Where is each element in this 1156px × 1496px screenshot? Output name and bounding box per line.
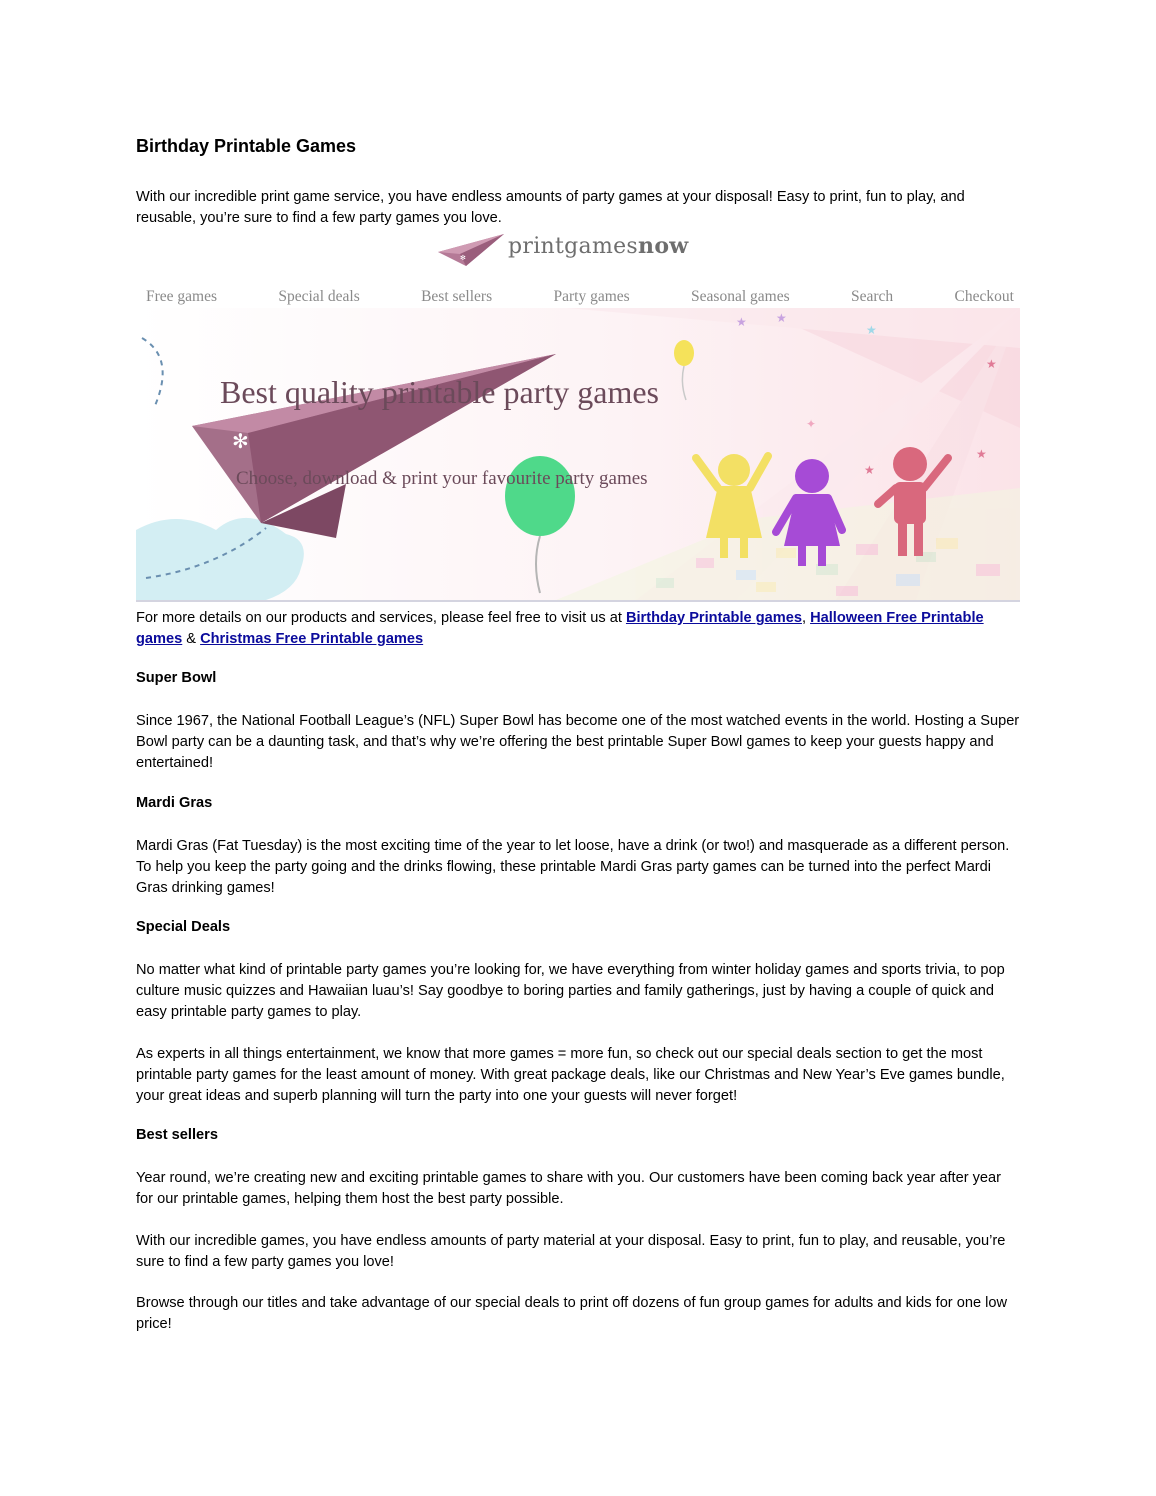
cloud-shape — [136, 518, 304, 600]
logo-word-print: print — [508, 234, 565, 259]
svg-text:✻: ✻ — [232, 429, 249, 453]
section-super-bowl-body — [136, 711, 1020, 774]
details-text: For more details on our products and services, please feel free to visit us at — [136, 610, 626, 626]
svg-text:✦: ✦ — [806, 417, 817, 431]
banner-headline: Best quality printable party games — [220, 374, 659, 410]
section-special-deals-body-1 — [136, 960, 1020, 1023]
section-heading: Mardi Gras — [136, 795, 213, 811]
section-paragraph: Browse through our titles and take advantage of our special deals to print off dozens of fun group games for adults and kids for one low price! — [136, 1295, 1008, 1332]
nav-checkout[interactable]: Checkout — [954, 288, 1014, 305]
svg-text:★: ★ — [864, 463, 875, 477]
banner-subheadline: Choose, download & print your favourite party games — [236, 468, 648, 489]
logo-word-now: now — [638, 233, 689, 259]
section-best-sellers-body-1 — [136, 1168, 1020, 1210]
hero-banner — [136, 308, 1020, 602]
details-ampersand: & — [182, 631, 201, 647]
section-best-sellers-body-3 — [136, 1293, 1020, 1335]
details-separator: , — [801, 610, 811, 626]
logo-wordmark — [508, 233, 689, 259]
svg-text:★: ★ — [736, 315, 747, 329]
section-paragraph: Mardi Gras (Fat Tuesday) is the most exciting time of the year to let loose, have a drink (or two!) and masquerade as a different person. To help you keep the party going and the drinks flowing, these printable Mardi Gras party games can be turned into the perfect Mardi Gras drinking games! — [136, 838, 1010, 896]
section-paragraph: As experts in all things entertainment, we know that more games = more fun, so check out our special deals section to get the most printable party games for the least amount of money. With great package deals, like our Christmas and New Year’s Eve games bundle, your great ideas and superb planning will turn the party into one your guests will never forget! — [136, 1046, 1005, 1104]
nav-special-deals[interactable]: Special deals — [278, 288, 360, 305]
section-paragraph: No matter what kind of printable party games you’re looking for, we have everything from winter holiday games and sports trivia, to pop culture music quizzes and Hawaiian luau’s! Say goodbye to boring parties and family gatherings, just by having a couple of quick and easy printable party games to play. — [136, 962, 1005, 1020]
birthday-printable-games-link[interactable]: Birthday Printable games — [625, 610, 802, 626]
nav-party-games[interactable]: Party games — [553, 288, 630, 305]
intro-paragraph: With our incredible print game service, you have endless amounts of party games at your disposal! Easy to print, fun to play, and reusable, you’re sure to find a few party games you love. — [136, 189, 965, 226]
section-special-deals — [136, 919, 1020, 935]
svg-text:✻: ✻ — [460, 254, 466, 262]
section-paragraph: With our incredible games, you have endless amounts of party material at your disposal. Easy to print, fun to play, and reusable, you’re sure to find a few party games you love! — [136, 1233, 1006, 1270]
nav-free-games[interactable]: Free games — [146, 288, 218, 305]
section-paragraph: Year round, we’re creating new and exciting printable games to share with you. Our customers have been coming back year after year for our printable games, helping them host the best party possible. — [136, 1170, 1002, 1207]
svg-text:★: ★ — [776, 311, 787, 325]
printgamesnow-logo[interactable] — [436, 230, 736, 270]
section-mardi-gras-body — [136, 836, 1020, 899]
svg-text:★: ★ — [986, 357, 997, 371]
page-title: Birthday Printable Games — [136, 136, 357, 156]
logo-word-games: games — [564, 234, 639, 259]
site-nav — [136, 288, 1020, 310]
nav-seasonal-games[interactable]: Seasonal games — [691, 288, 790, 305]
section-special-deals-body-2 — [136, 1044, 1020, 1107]
nav-search[interactable]: Search — [850, 288, 894, 305]
banner-illustration — [136, 308, 1020, 600]
details-paragraph — [136, 608, 1020, 650]
section-mardi-gras — [136, 795, 1020, 811]
svg-text:★: ★ — [976, 447, 987, 461]
section-best-sellers-body-2 — [136, 1231, 1020, 1273]
section-heading: Best sellers — [136, 1127, 218, 1143]
christmas-printable-games-link[interactable]: Christmas Free Printable games — [200, 631, 424, 647]
paper-plane-logo-icon — [436, 230, 506, 270]
section-best-sellers — [136, 1127, 1020, 1143]
nav-best-sellers[interactable]: Best sellers — [421, 288, 493, 305]
svg-text:★: ★ — [866, 323, 877, 337]
section-super-bowl — [136, 670, 1020, 686]
section-heading: Super Bowl — [136, 670, 217, 686]
section-paragraph: Since 1967, the National Football League’s (NFL) Super Bowl has become one of the most watched events in the world. Hosting a Super Bowl party can be a daunting task, and that’s why we’re offering the best printable Super Bowl games to keep your guests happy and entertained! — [136, 713, 1020, 771]
halloween-printable-games-link[interactable]: Halloween Free Printable games — [136, 610, 984, 647]
section-heading: Special Deals — [136, 919, 231, 935]
